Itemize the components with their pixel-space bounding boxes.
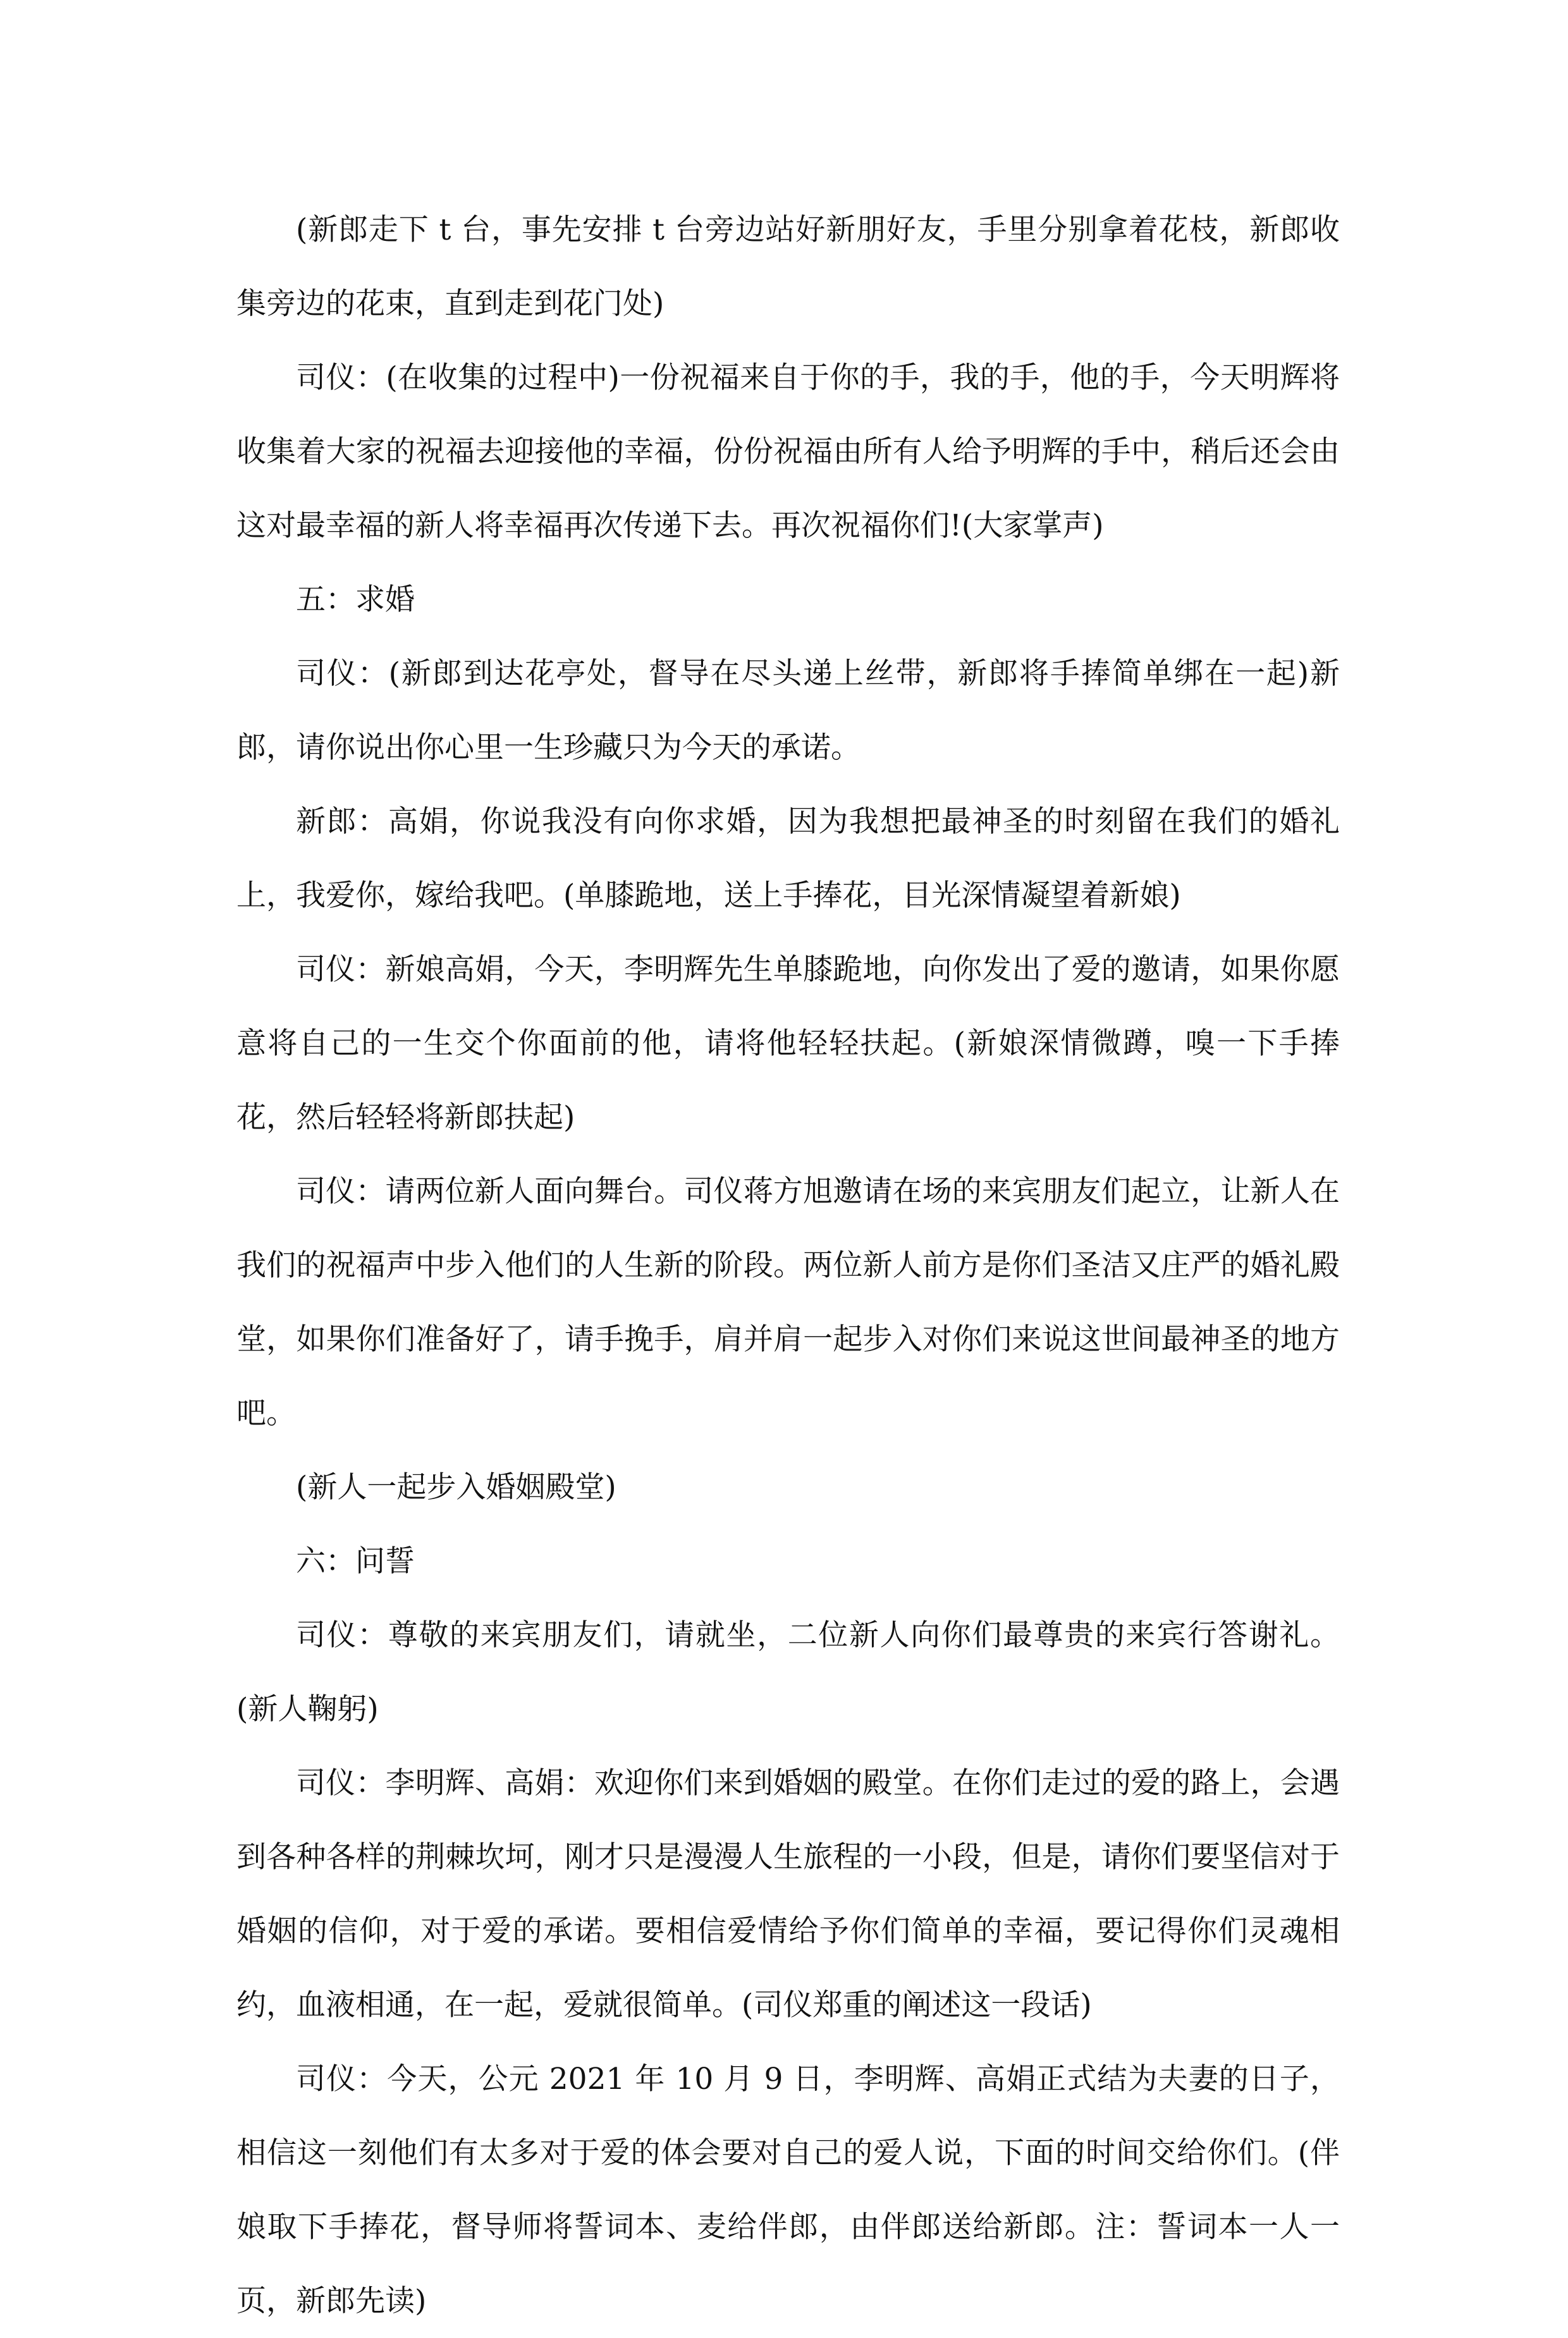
paragraph-mc-bride-invitation: 司仪：新娘高娟，今天，李明辉先生单膝跪地，向你发出了爱的邀请，如果你愿意将自己的一生交个你面前的他，请将他轻轻扶起。(新娘深情微蹲，嗅一下手捧花，然后轻轻将新郎扶起)	[236, 952, 1340, 1135]
paragraph-groom-collects-flowers: (新郎走下 t 台，事先安排 t 台旁边站好新朋好友，手里分别拿着花枝，新郎收集旁边的花束，直到走到花门处)	[236, 212, 1340, 321]
paragraph-mc-thank-guests: 司仪：尊敬的来宾朋友们，请就坐，二位新人向你们最尊贵的来宾行答谢礼。(新人鞠躬)	[236, 1618, 1340, 1727]
paragraph-mc-face-stage: 司仪：请两位新人面向舞台。司仪蒋方旭邀请在场的来宾朋友们起立，让新人在我们的祝福声中步入他们的人生新的阶段。两位新人前方是你们圣洁又庄严的婚礼殿堂，如果你们准备好了，请手挽手，肩并肩一起步入对你们来说这世间最神圣的地方吧。	[236, 1174, 1340, 1431]
section-heading-proposal: 五：求婚	[296, 582, 415, 617]
section-heading-vows: 六：问誓	[296, 1544, 415, 1579]
paragraph-enter-hall: (新人一起步入婚姻殿堂)	[296, 1470, 616, 1505]
paragraph-mc-wedding-date: 司仪：今天，公元 2021 年 10 月 9 日，李明辉、高娟正式结为夫妻的日子，相信这一刻他们有太多对于爱的体会要对自己的爱人说，下面的时间交给你们。(伴娘取下手捧花，督导师将誓词本、麦给伴郎，由伴郎送给新郎。注：誓词本一人一页，新郎先读)	[236, 2062, 1340, 2318]
document-body	[236, 193, 1340, 2338]
paragraph-mc-ribbon: 司仪：(新郎到达花亭处，督导在尽头递上丝带，新郎将手捧简单绑在一起)新郎，请你说出你心里一生珍藏只为今天的承诺。	[236, 656, 1340, 765]
paragraph-mc-welcome-marriage: 司仪：李明辉、高娟：欢迎你们来到婚姻的殿堂。在你们走过的爱的路上，会遇到各种各样的荆棘坎坷，刚才只是漫漫人生旅程的一小段，但是，请你们要坚信对于婚姻的信仰，对于爱的承诺。要相信爱情给予你们简单的幸福，要记得你们灵魂相约，血液相通，在一起，爱就很简单。(司仪郑重的阐述这一段话)	[236, 1766, 1340, 2023]
paragraph-groom-proposal: 新郎：高娟，你说我没有向你求婚，因为我想把最神圣的时刻留在我们的婚礼上，我爱你，嫁给我吧。(单膝跪地，送上手捧花，目光深情凝望着新娘)	[236, 804, 1340, 913]
paragraph-mc-blessings: 司仪：(在收集的过程中)一份祝福来自于你的手，我的手，他的手，今天明辉将收集着大家的祝福去迎接他的幸福，份份祝福由所有人给予明辉的手中，稍后还会由这对最幸福的新人将幸福再次传递下去。再次祝福你们!(大家掌声)	[236, 360, 1340, 543]
